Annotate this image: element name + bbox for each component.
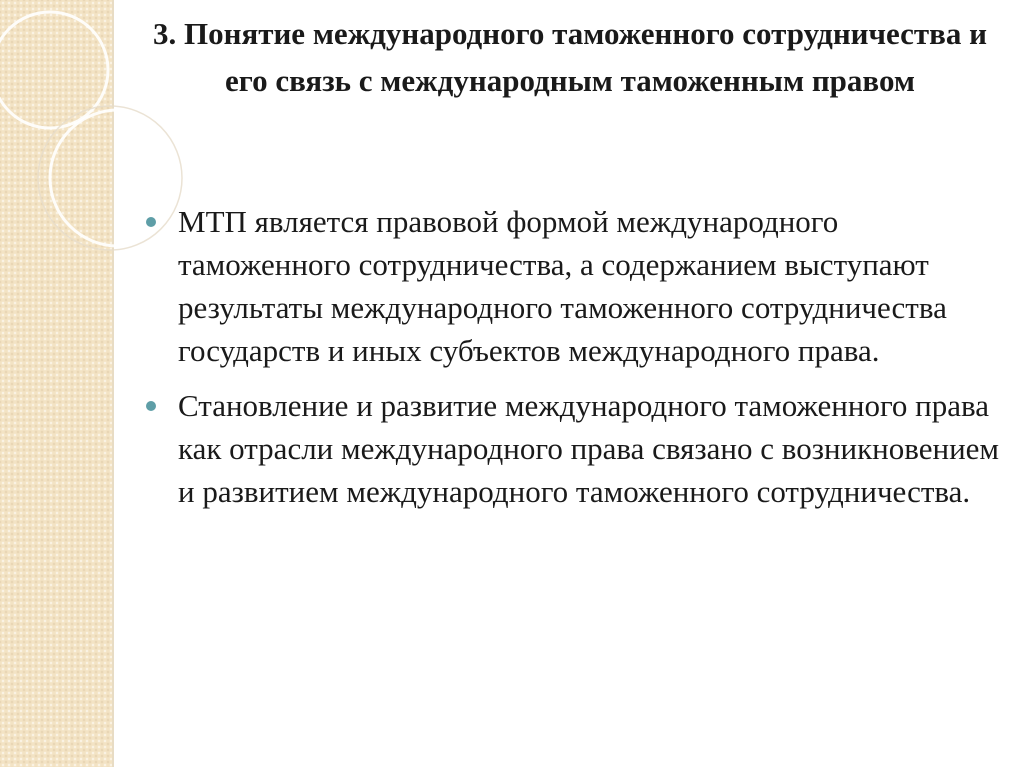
bullet-dot-icon: [146, 401, 156, 411]
bullet-list: [140, 200, 1000, 525]
decorative-ring-large: [0, 12, 108, 128]
bullet-dot-icon: [146, 217, 156, 227]
bullet-text: Становление и развитие международного таможенного права как отрасли международного права связано с возникновением и развитием международного таможенного сотрудничества.: [178, 388, 1000, 509]
slide-title: 3. Понятие международного таможенного сотрудничества и его связь с международным таможенным правом: [152, 16, 988, 98]
bullet-item: [140, 384, 1000, 513]
bullet-text: МТП является правовой формой международного таможенного сотрудничества, а содержанием выступают результаты международного таможенного сотрудничества государств и иных субъектов международного права.: [178, 204, 947, 368]
bullet-item: [140, 200, 1000, 372]
